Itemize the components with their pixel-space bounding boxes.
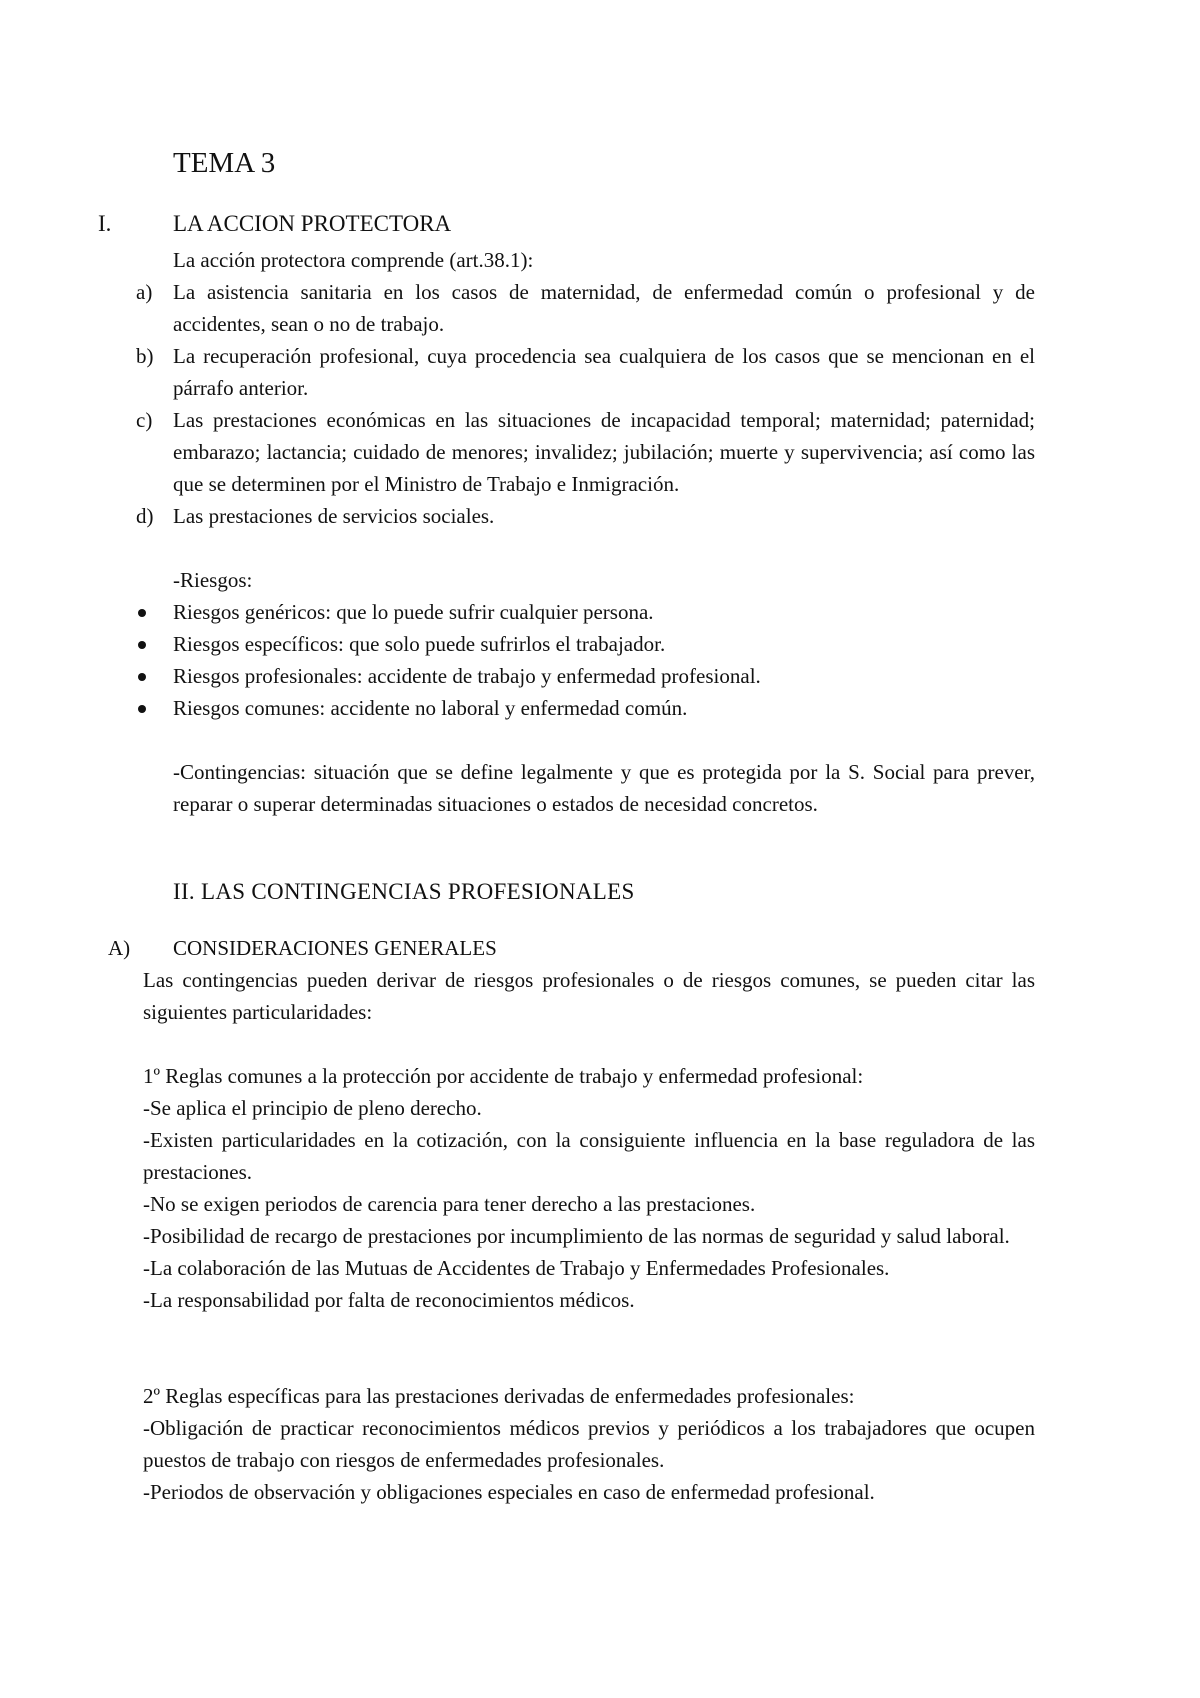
bullet-text: Riesgos genéricos: que lo puede sufrir cualquier persona. bbox=[173, 600, 654, 624]
bullet-item bbox=[173, 596, 1035, 628]
bullet-icon bbox=[138, 641, 146, 649]
rule-item: -Existen particularidades en la cotización, con la consiguiente influencia en la base reguladora de las prestaciones. bbox=[143, 1128, 1035, 1184]
riesgos-list bbox=[173, 596, 1035, 724]
bullet-text: Riesgos profesionales: accidente de trabajo y enfermedad profesional. bbox=[173, 664, 761, 688]
bullet-text: Riesgos específicos: que solo puede sufrirlos el trabajador. bbox=[173, 632, 666, 656]
section-2-heading: II. LAS CONTINGENCIAS PROFESIONALES bbox=[173, 879, 635, 904]
rule-item: -Obligación de practicar reconocimientos médicos previos y periódicos a los trabajadores que ocupen puestos de trabajo con riesgos de enfermedades profesionales. bbox=[143, 1416, 1035, 1472]
section-2-intro: Las contingencias pueden derivar de riesgos profesionales o de riesgos comunes, se pueden citar las siguientes particularidades: bbox=[143, 968, 1035, 1024]
protection-list bbox=[136, 276, 1035, 532]
list-marker: d) bbox=[136, 504, 154, 528]
list-item-text: La asistencia sanitaria en los casos de maternidad, de enfermedad común o profesional y de accidentes, sean o no de trabajo. bbox=[173, 280, 1035, 336]
rules-2-list bbox=[143, 1412, 1035, 1508]
section-1-number: I. bbox=[98, 211, 112, 236]
list-item-text: Las prestaciones de servicios sociales. bbox=[173, 504, 495, 528]
bullet-text: Riesgos comunes: accidente no laboral y enfermedad común. bbox=[173, 696, 688, 720]
section-1-heading: LA ACCION PROTECTORA bbox=[173, 211, 452, 236]
list-marker: c) bbox=[136, 408, 153, 432]
bullet-item bbox=[173, 628, 1035, 660]
riesgos-label: -Riesgos: bbox=[173, 568, 253, 592]
subsection-a-letter: A) bbox=[108, 936, 131, 960]
bullet-item bbox=[173, 692, 1035, 724]
bullet-icon bbox=[138, 673, 146, 681]
rule-item: -La colaboración de las Mutuas de Accidentes de Trabajo y Enfermedades Profesionales. bbox=[143, 1256, 890, 1280]
list-marker: b) bbox=[136, 344, 154, 368]
rules-1-list bbox=[143, 1092, 1035, 1316]
bullet-icon bbox=[138, 705, 146, 713]
rule-item: -Periodos de observación y obligaciones especiales en caso de enfermedad profesional. bbox=[143, 1480, 875, 1504]
list-item-text: Las prestaciones económicas en las situaciones de incapacidad temporal; maternidad; paternidad; embarazo; lactancia; cuidado de menores; invalidez; jubilación; muerte y supervivencia; así como las que se determinen por el Ministro de Trabajo e Inmigración. bbox=[173, 408, 1035, 496]
rules-1-title: 1º Reglas comunes a la protección por accidente de trabajo y enfermedad profesional: bbox=[143, 1064, 864, 1088]
page-title: TEMA 3 bbox=[173, 147, 276, 179]
list-item bbox=[136, 404, 1035, 500]
list-item bbox=[136, 500, 1035, 532]
rule-item: -No se exigen periodos de carencia para tener derecho a las prestaciones. bbox=[143, 1192, 756, 1216]
list-item bbox=[136, 276, 1035, 340]
subsection-a-heading: CONSIDERACIONES GENERALES bbox=[173, 936, 497, 960]
section-1-intro: La acción protectora comprende (art.38.1): bbox=[173, 248, 534, 272]
bullet-icon bbox=[138, 609, 146, 617]
rule-item: -La responsabilidad por falta de reconocimientos médicos. bbox=[143, 1288, 635, 1312]
rule-item: -Se aplica el principio de pleno derecho. bbox=[143, 1096, 482, 1120]
bullet-item bbox=[173, 660, 1035, 692]
list-item bbox=[136, 340, 1035, 404]
rules-2-title: 2º Reglas específicas para las prestaciones derivadas de enfermedades profesionales: bbox=[143, 1384, 855, 1408]
list-marker: a) bbox=[136, 280, 153, 304]
list-item-text: La recuperación profesional, cuya procedencia sea cualquiera de los casos que se mencionan en el párrafo anterior. bbox=[173, 344, 1035, 400]
contingencias-paragraph: -Contingencias: situación que se define legalmente y que es protegida por la S. Social para prever, reparar o superar determinadas situaciones o estados de necesidad concretos. bbox=[173, 760, 1035, 816]
rule-item: -Posibilidad de recargo de prestaciones por incumplimiento de las normas de seguridad y salud laboral. bbox=[143, 1224, 1010, 1248]
